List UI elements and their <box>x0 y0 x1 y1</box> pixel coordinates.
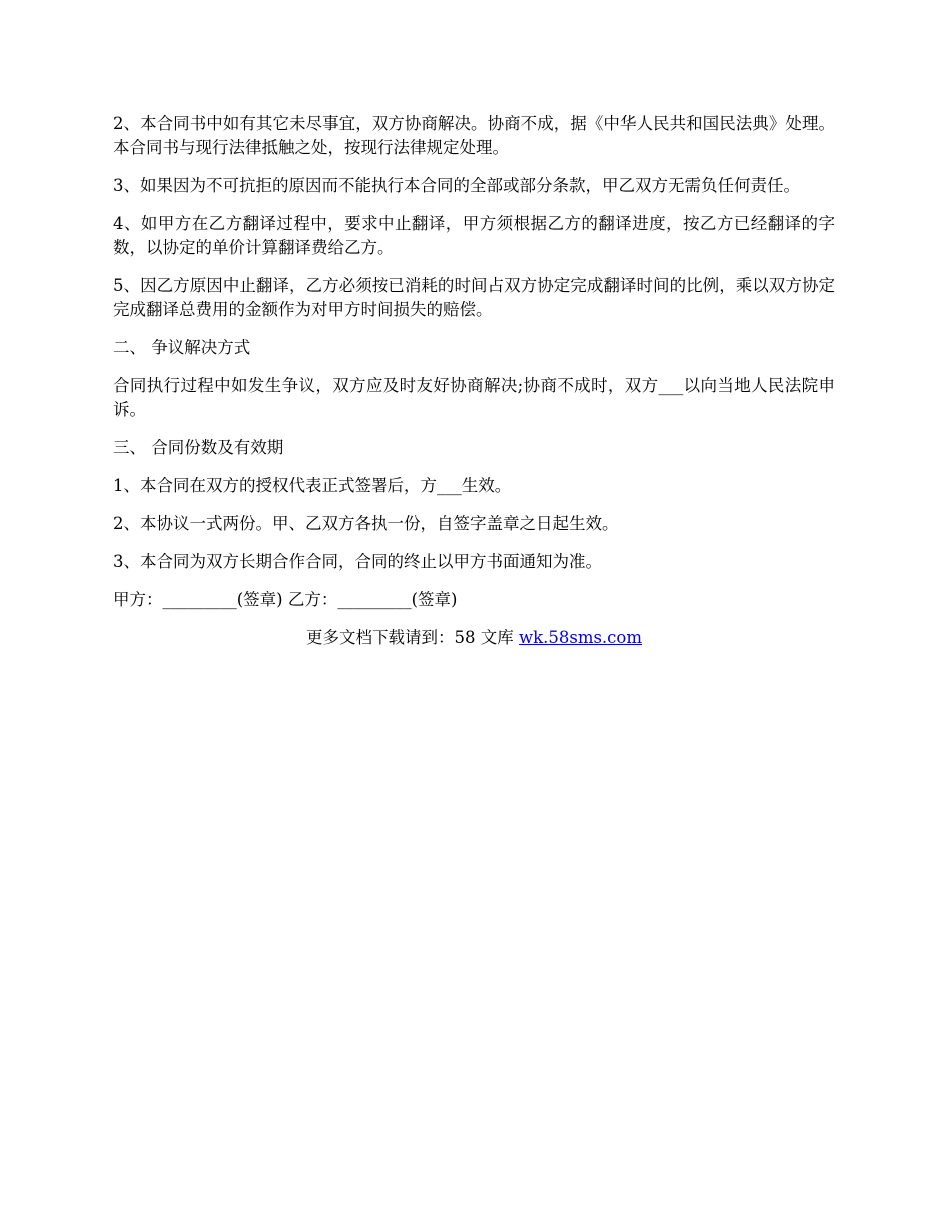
clause-paragraph-2: 2、本合同书中如有其它未尽事宜，双方协商解决。协商不成，据《中华人民共和国民法典》处理。本合同书与现行法律抵触之处，按现行法律规定处理。 <box>113 114 835 157</box>
download-footer <box>113 626 835 650</box>
clause-paragraph-3: 3、如果因为不可抗拒的原因而不能执行本合同的全部或部分条款，甲乙双方无需负任何责任。 <box>113 176 800 195</box>
clause-paragraph-5: 5、因乙方原因中止翻译，乙方必须按已消耗的时间占双方协定完成翻译时间的比例，乘以双方协定完成翻译总费用的金额作为对甲方时间损失的赔偿。 <box>113 276 835 319</box>
document-page <box>113 112 835 650</box>
footer-link[interactable]: wk.58sms.com <box>518 628 642 647</box>
section-heading-copies-validity: 三、 合同份数及有效期 <box>113 438 284 457</box>
signature-line: 甲方：_________(签章) 乙方：_________(签章) <box>113 590 458 609</box>
clause-paragraph-4: 4、如甲方在乙方翻译过程中，要求中止翻译，甲方须根据乙方的翻译进度，按乙方已经翻译的字数，以协定的单价计算翻译费给乙方。 <box>113 214 835 257</box>
footer-text: 更多文档下载请到：58 文库 <box>305 628 519 647</box>
section-heading-dispute: 二、 争议解决方式 <box>113 338 251 357</box>
validity-item-2: 2、本协议一式两份。甲、乙双方各执一份，自签字盖章之日起生效。 <box>113 514 619 533</box>
dispute-paragraph: 合同执行过程中如发生争议，双方应及时友好协商解决;协商不成时，双方___以向当地人民法院申诉。 <box>113 376 835 419</box>
validity-item-1: 1、本合同在双方的授权代表正式签署后，方___生效。 <box>113 476 512 495</box>
validity-item-3: 3、本合同为双方长期合作合同，合同的终止以甲方书面通知为准。 <box>113 552 602 571</box>
